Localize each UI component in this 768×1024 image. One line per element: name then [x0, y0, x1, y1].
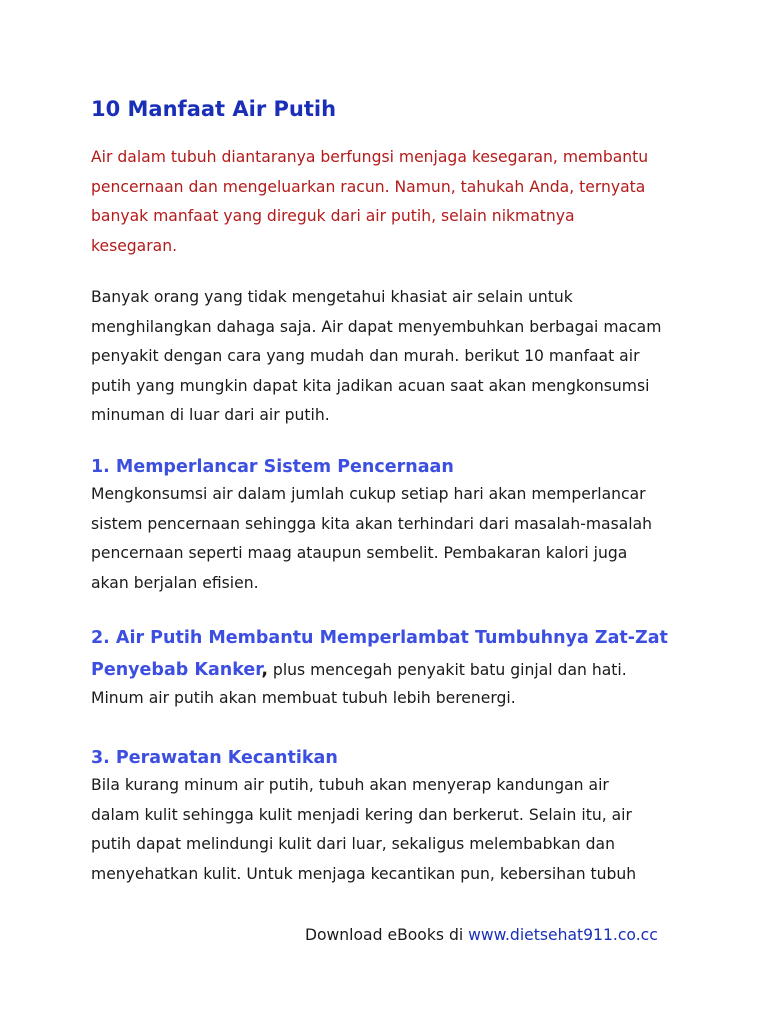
section-2-comma: , [261, 660, 268, 680]
footer-text: Download eBooks di [305, 926, 469, 944]
body-paragraph [91, 283, 661, 431]
section-1-line: sistem pencernaan sehingga kita akan terhindari dari masalah-masalah [91, 514, 653, 533]
footer [305, 922, 658, 948]
footer-link[interactable]: www.dietsehat911.co.cc [468, 926, 658, 944]
section-3-line: menyehatkan kulit. Untuk menjaga kecantikan pun, kebersihan tubuh [91, 864, 637, 883]
section-3-body [91, 771, 636, 889]
section-3-heading: 3. Perawatan Kecantikan [91, 748, 338, 768]
section-2-heading-continued [91, 654, 627, 686]
section-2-line: Minum air putih akan membuat tubuh lebih berenergi. [91, 689, 516, 707]
intro-line: kesegaran. [91, 236, 178, 255]
section-1-line: akan berjalan efisien. [91, 573, 259, 592]
section-2-inline-text: plus mencegah penyakit batu ginjal dan hati. [267, 661, 627, 679]
paragraph-line: menghilangkan dahaga saja. Air dapat menyembuhkan berbagai macam [91, 317, 662, 336]
section-1-heading: 1. Memperlancar Sistem Pencernaan [91, 457, 454, 477]
page-title: 10 Manfaat Air Putih [91, 97, 337, 121]
intro-paragraph [91, 143, 648, 261]
section-2-body [91, 684, 516, 714]
section-3-line: putih dapat melindungi kulit dari luar, sekaligus melembabkan dan [91, 835, 615, 853]
paragraph-line: minuman di luar dari air putih. [91, 406, 330, 424]
section-1-line: pencernaan seperti maag ataupun sembelit. Pembakaran kalori juga [91, 544, 628, 562]
section-2-heading: 2. Air Putih Membantu Memperlambat Tumbuhnya Zat-Zat [91, 628, 668, 648]
section-1-line: Mengkonsumsi air dalam jumlah cukup setiap hari akan memperlancar [91, 485, 646, 503]
section-2-heading-line2: Penyebab Kanker [91, 660, 262, 680]
section-1-body [91, 480, 652, 598]
section-3-line: Bila kurang minum air putih, tubuh akan menyerap kandungan air [91, 776, 609, 794]
intro-line: banyak manfaat yang direguk dari air putih, selain nikmatnya [91, 207, 575, 225]
intro-line: pencernaan dan mengeluarkan racun. Namun, tahukah Anda, ternyata [91, 177, 646, 196]
paragraph-line: putih yang mungkin dapat kita jadikan acuan saat akan mengkonsumsi [91, 376, 650, 395]
paragraph-line: Banyak orang yang tidak mengetahui khasiat air selain untuk [91, 288, 573, 306]
section-3-line: dalam kulit sehingga kulit menjadi kering dan berkerut. Selain itu, air [91, 805, 632, 824]
intro-line: Air dalam tubuh diantaranya berfungsi menjaga kesegaran, membantu [91, 148, 649, 166]
paragraph-line: penyakit dengan cara yang mudah dan murah. berikut 10 manfaat air [91, 347, 640, 365]
